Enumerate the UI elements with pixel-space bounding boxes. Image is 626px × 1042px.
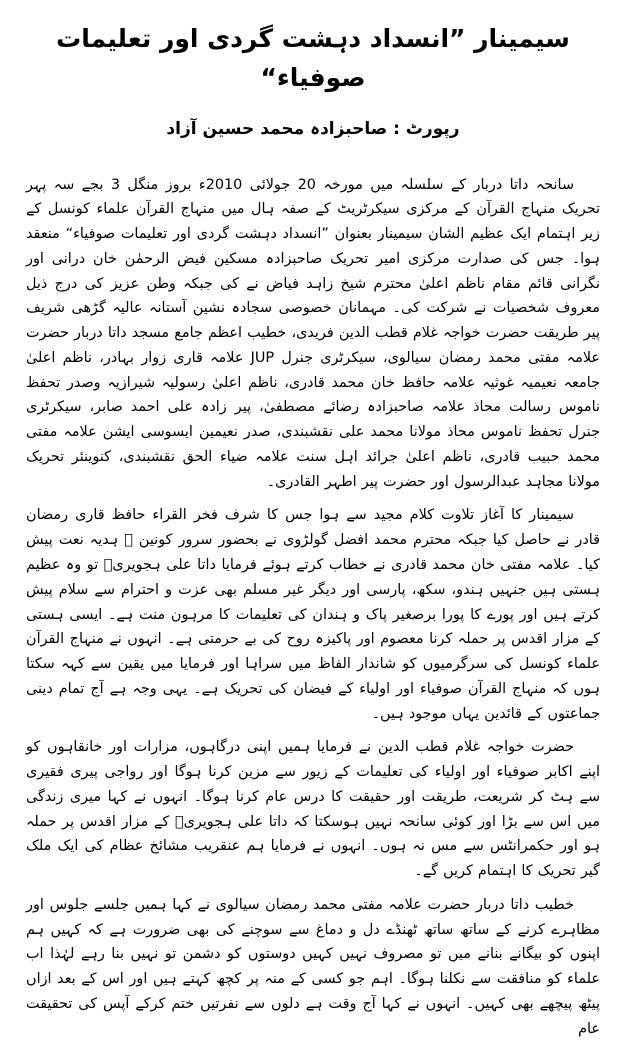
paragraph-4: خطیب داتا دربار حضرت علامہ مفتی محمد رمضان سیالوی نے کہا ہمیں جلسے جلوس اور مظاہرے کرنے کے ساتھ ساتھ ٹھنڈے دل و دماغ سے سوچنے کی بھی ضرورت ہے کہ کہیں ہم اپنوں کو بیگانے بنانے میں تو مصروف نہیں کہیں دوستوں کو دشمن تو نہیں بنا رہے لہٰذا اب علماء کو منافقت سے نکلنا ہوگا۔ اہم جو کسی کے منہ پر کچھ کہتے ہیں اور اس کے بعد ازاں پیٹھ پیچھے بھی کہیں۔ انہوں نے کہا آج وقت ہے دلوں سے نفرتیں ختم کرکے آپس کی تحقیقت عام <box>26 896 600 1037</box>
byline: رپورٹ : صاحبزادہ محمد حسین آزاد <box>166 118 460 139</box>
article-body <box>26 173 600 1042</box>
paragraph-1: سانحہ داتا دربار کے سلسلہ میں مورخہ 20 جولائی 2010ء بروز منگل 3 بجے سہ پہر تحریک منہاج القرآن کے مرکزی سیکرٹریٹ کے صفہ ہال میں منہاج القرآن علماء کونسل کے زیر اہتمام ایک عظیم الشان سیمینار بعنوان ”انسداد دہشت گردی اور تعلیمات صوفیاء“ منعقد ہوا۔ جس کی صدارت مرکزی امیر تحریک صاحبزادہ مسکین فیض الرحمٰن خان درانی اور نگرانی قائم مقام ناظم اعلیٰ محترم شیخ زاہد فیاض نے کی جبکہ وطن عزیز کی درج ذیل معروف شخصیات نے شرکت کی۔ مہمانان خصوصی سجادہ نشین آستانہ عالیہ گڑھی شریف پیر طریقت حضرت خواجہ غلام قطب الدین فریدی، خطیب اعظم جامع مسجد داتا دربار حضرت علامہ مفتی محمد رمضان سیالوی، سیکرٹری جنرل JUP علامہ قاری زوار بہادر، ناظم اعلیٰ جامعہ نعیمیہ غوثیہ علامہ حافظ خان محمد قادری، ناظم اعلیٰ رسولیہ شیرازیہ وصدر تحفظ ناموس رسالت محاذ علامہ صاحبزادہ رضائے مصطفیٰ، پیر زادہ علی احمد صابر، سیکرٹری جنرل تحفظ ناموس محاذ مولانا محمد علی نقشبندی، صدر نعیمین ایسوسی ایشن علامہ مفتی محمد حبیب قادری، ناظم اعلیٰ جرائد اہل سنت علامہ ضیاء الحق نقشبندی، کنوینئر تحریک مولانا مجاہد عبدالرسول اور حضرت پیر اطہر القادری۔ <box>26 176 600 490</box>
paragraph-2: سیمینار کا آغاز تلاوت کلام مجید سے ہوا جس کا شرف فخر القراء حافظ قاری رمضان قادر نے حاصل کیا جبکہ محترم محمد افضل گولڑوی نے بحضور سرور کونین ﷺ ہدیہ نعت پیش کیا۔ علامہ مفتی خان محمد قادری نے خطاب کرتے ہوئے فرمایا داتا علی ہجویریؒ تو وہ عظیم ہستی ہیں جنہیں ہندو، سکھ، پارسی اور دیگر غیر مسلم بھی عزت و احترام سے سلام پیش کرتے ہیں اور پورے کا پورا برصغیر پاک و ہندان کی تعلیمات کا مرہون منت ہے۔ ایسی ہستی کے مزار اقدس پر حملہ کرنا معصوم اور پاکیزہ روح کی بے حرمتی ہے۔ انہوں نے منہاج القرآن علماء کونسل کی سرگرمیوں کو شاندار الفاظ میں سراہا اور فرمایا میں یقین سے کہہ سکتا ہوں کہ منہاج القرآن صوفیاء اور اولیاء کے فیضان کی تحریک ہے۔ یہی وجہ ہے آج تمام دینی جماعتوں کے قائدین یہاں موجود ہیں۔ <box>26 507 600 722</box>
page-title: سیمینار ”انسداد دہشت گردی اور تعلیمات صوفیاء“ <box>56 24 570 92</box>
paragraph-3: حضرت خواجہ غلام قطب الدین نے فرمایا ہمیں اپنی درگاہوں، مزارات اور خانقاہوں کو اپنے اکابر صوفیاء اور اولیاء کی تعلیمات کے زیور سے مزین کرنا ہوگا اور رواجی پیری فقیری سے ہٹ کر شریعت، طریقت اور حقیقت کا درس عام کرنا ہوگا۔ انہوں نے کہا میری زندگی میں اس سے بڑا اور کوئی سانحہ نہیں ہوسکتا کہ داتا علی ہجویریؒ کے مزار اقدس پر حملہ ہو اور حکمرانٹس سے مس نہ ہوں۔ انہوں نے فرمایا ہم عنقریب مشائخ عظام کی ایک ملک گیر تحریک کا اہتمام کریں گے۔ <box>26 739 600 880</box>
